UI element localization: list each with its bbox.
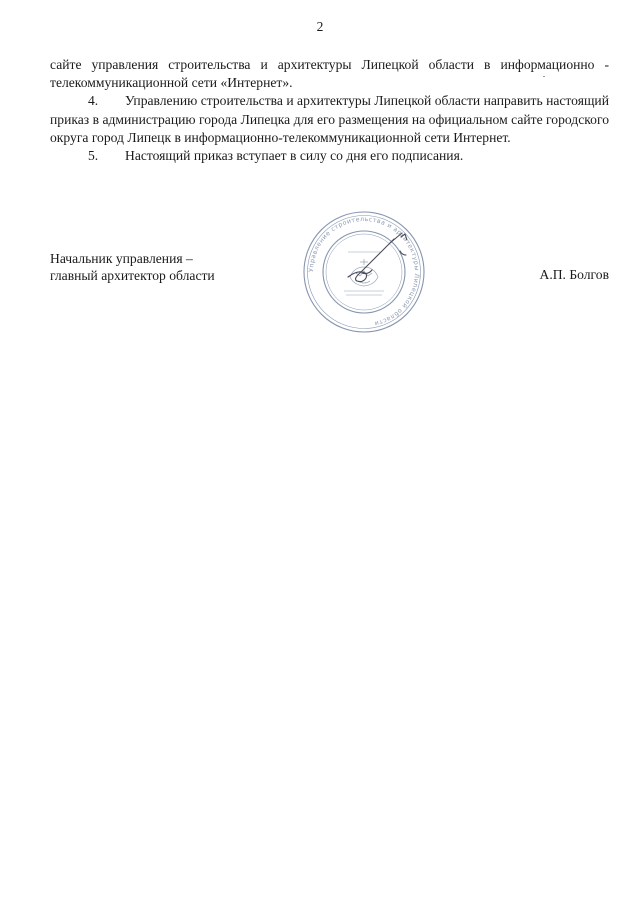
signatory-name: А.П. Болгов — [539, 267, 609, 282]
paragraph-number: 4. — [88, 93, 99, 109]
paragraph-continuation — [50, 56, 609, 92]
paragraph-item-5 — [50, 147, 609, 165]
document-body — [50, 56, 609, 165]
signatory-position-line-2: главный архитектор области — [50, 268, 215, 283]
scan-speck — [543, 76, 545, 77]
paragraph-text: сайте управления строительства и архитектуры Липецкой области в информационно - телекоммуникационной сети «Интернет». — [50, 57, 609, 91]
official-seal-stamp — [300, 207, 428, 337]
signatory-position — [50, 250, 215, 284]
page-number: 2 — [316, 19, 324, 34]
paragraph-number: 5. — [88, 148, 99, 164]
signatory-position-line-1: Начальник управления – — [50, 251, 193, 266]
handwritten-signature-icon — [348, 233, 407, 282]
seal-legend: Управление строительства и архитектуры Липецкой области — [307, 215, 421, 327]
paragraph-text: Управлению строительства и архитектуры Липецкой области направить настоящий приказ в администрацию города Липецка для его размещения на официальном сайте городского округа город Липецк в информационно-телекоммуникационной сети Интернет. — [50, 93, 609, 145]
paragraph-item-4 — [50, 92, 609, 147]
paragraph-text: Настоящий приказ вступает в силу со дня его подписания. — [125, 148, 464, 164]
